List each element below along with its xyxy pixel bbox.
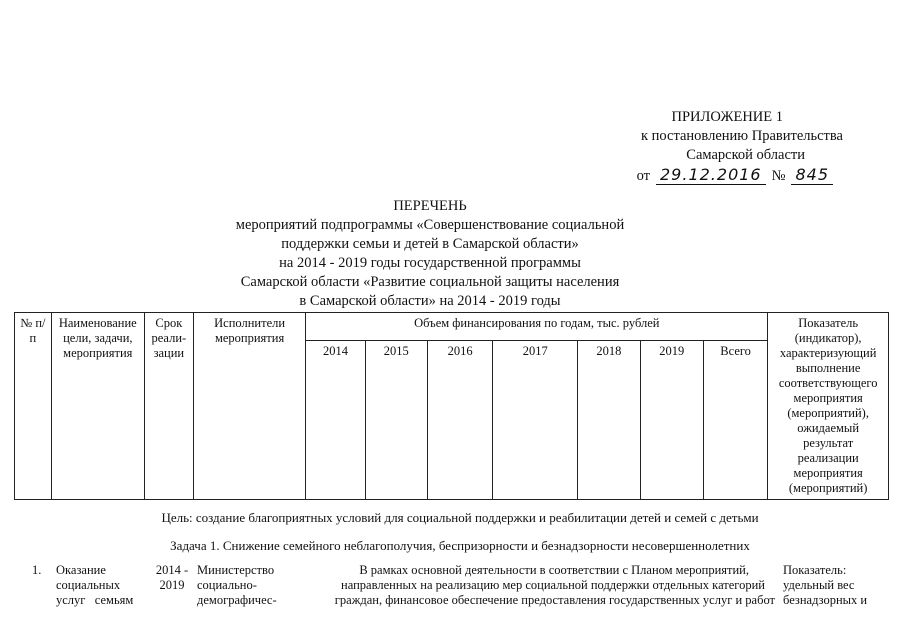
- appendix-line-3: Самарской области: [686, 147, 805, 163]
- row-description-line: В рамках основной деятельности в соответствии с Планом мероприятий,: [359, 563, 749, 577]
- row-executor: [197, 563, 302, 608]
- title-heading: ПЕРЕЧЕНЬ: [393, 198, 467, 214]
- header-term: Срок реали- зации: [144, 313, 193, 500]
- header-year-2017: 2017: [493, 341, 578, 500]
- header-name: Наименование цели, задачи, мероприятия: [51, 313, 144, 500]
- title-line-2: поддержки семьи и детей в Самарской области»: [281, 236, 579, 252]
- row-name-line: социальных: [56, 578, 121, 592]
- row-name: [56, 563, 146, 608]
- title-line-5: в Самарской области» на 2014 - 2019 годы: [299, 293, 561, 309]
- row-description: [290, 563, 775, 608]
- appendix-line-2: к постановлению Правительства: [641, 128, 843, 144]
- row-indicator-line: удельный вес: [783, 578, 855, 592]
- number-prefix: №: [771, 168, 786, 184]
- header-year-2015: 2015: [365, 341, 427, 500]
- row-indicator-line: безнадзорных и: [783, 593, 868, 607]
- row-term: [152, 563, 192, 593]
- row-executor-line: социально-: [197, 578, 257, 592]
- row-name-line: услуг семьям: [56, 593, 134, 607]
- row-term-line: 2014 -: [155, 563, 189, 577]
- row-indicator-line: Показатель:: [783, 563, 847, 577]
- header-year-2018: 2018: [578, 341, 640, 500]
- row-indicator: [783, 563, 893, 608]
- appendix-date-line: [543, 165, 843, 186]
- handwritten-number: 845: [791, 165, 833, 185]
- row-term-line: 2019: [159, 578, 185, 592]
- title-line-1: мероприятий подпрограммы «Совершенствование социальной: [235, 217, 625, 233]
- row-description-line: граждан, финансовое обеспечение предоставления государственных услуг и работ: [334, 593, 775, 607]
- header-indicator: Показатель (индикатор), характеризующий выполнение соответствующего мероприятия (мероприятий), ожидаемый результат реализации мероприятия (мероприятий): [768, 313, 889, 500]
- header-number: № п/п: [15, 313, 52, 500]
- handwritten-date: 29.12.2016: [656, 165, 766, 185]
- row-name-line: Оказание: [56, 563, 106, 577]
- header-funding: Объем финансирования по годам, тыс. рублей: [306, 313, 768, 341]
- header-total: Всего: [703, 341, 767, 500]
- row-executor-line: демографичес-: [197, 593, 277, 607]
- goal-line: Цель: создание благоприятных условий для социальной поддержки и реабилитации детей и семей с детьми: [161, 510, 759, 525]
- date-prefix: от: [636, 168, 650, 184]
- measures-table: [14, 312, 889, 500]
- header-year-2014: 2014: [306, 341, 365, 500]
- row-description-line: направленных на реализацию мер социальной поддержки отдельных категорий: [341, 578, 765, 592]
- row-number: 1.: [32, 563, 42, 577]
- header-executors: Исполнители мероприятия: [193, 313, 305, 500]
- appendix-title: ПРИЛОЖЕНИЕ 1: [671, 109, 783, 125]
- title-line-3: на 2014 - 2019 годы государственной программы: [279, 255, 581, 271]
- title-line-4: Самарской области «Развитие социальной защиты населения: [240, 274, 620, 290]
- row-executor-line: Министерство: [197, 563, 275, 577]
- document-title: [170, 197, 690, 311]
- task-line: Задача 1. Снижение семейного неблагополучия, беспризорности и безнадзорности несовершеннолетних: [170, 538, 750, 553]
- header-year-2016: 2016: [427, 341, 492, 500]
- appendix-header: [543, 108, 843, 186]
- header-year-2019: 2019: [640, 341, 703, 500]
